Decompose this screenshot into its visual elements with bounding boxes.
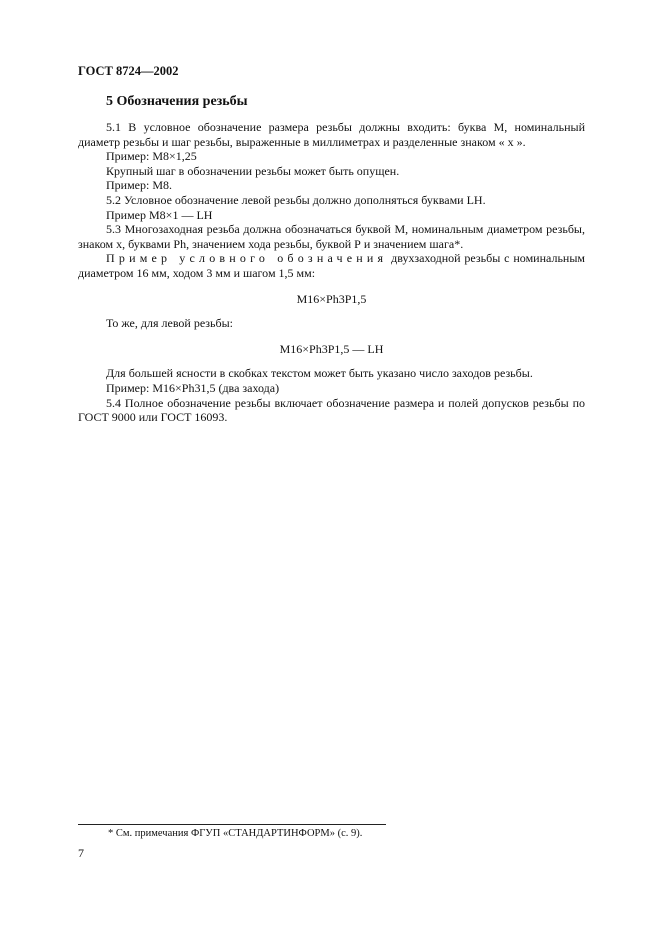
paragraph-5-3: 5.3 Многозаходная резьба должна обозначаться буквой М, номинальным диаметром резьбы, знаком х, буквами Ph, значением хода резьбы, буквой Р и значением шага*. [78, 222, 585, 251]
example-line: Пример: M16×Ph31,5 (два захода) [106, 380, 280, 395]
section-body [78, 120, 585, 425]
paragraph-5-4: 5.4 Полное обозначение резьбы включает обозначение размера и полей допусков резьбы по ГОСТ 9000 или ГОСТ 16093. [78, 395, 585, 425]
spaced-example-label: Пример условного обозначения [106, 251, 388, 266]
paragraph-5-2: 5.2 Условное обозначение левой резьбы должно дополняться буквами LH. [106, 192, 486, 207]
paragraph-line: Крупный шаг в обозначении резьбы может быть опущен. [106, 163, 400, 178]
formula-designation: M16×Ph3P1,5 [296, 291, 367, 306]
footnote: * См. примечания ФГУП «СТАНДАРТИНФОРМ» (с. 9). [108, 828, 363, 839]
section-title: 5 Обозначения резьбы [106, 94, 248, 109]
example-paragraph [78, 251, 585, 280]
footnote-divider [78, 824, 386, 825]
paragraph-line: То же, для левой резьбы: [106, 316, 234, 331]
document-header: ГОСТ 8724—2002 [78, 64, 179, 78]
example-line: Пример М8×1 — LH [106, 207, 213, 222]
paragraph-5-1: 5.1 В условное обозначение размера резьбы должны входить: буква М, номинальный диаметр резьбы и шаг резьбы, выраженные в миллиметрах и разделенные знаком « х ». [78, 120, 585, 149]
example-line: Пример: М8. [106, 178, 173, 193]
example-line: Пример: М8×1,25 [106, 149, 197, 164]
paragraph-line: Для большей ясности в скобках текстом может быть указано число заходов резьбы. [106, 366, 533, 381]
formula-designation-left: M16×Ph3P1,5 — LH [279, 341, 384, 356]
example-text: двухзаходной резьбы с номинальным диаметром 16 мм, ходом 3 мм и шагом 1,5 мм: [78, 251, 585, 280]
page-number: 7 [78, 846, 84, 860]
